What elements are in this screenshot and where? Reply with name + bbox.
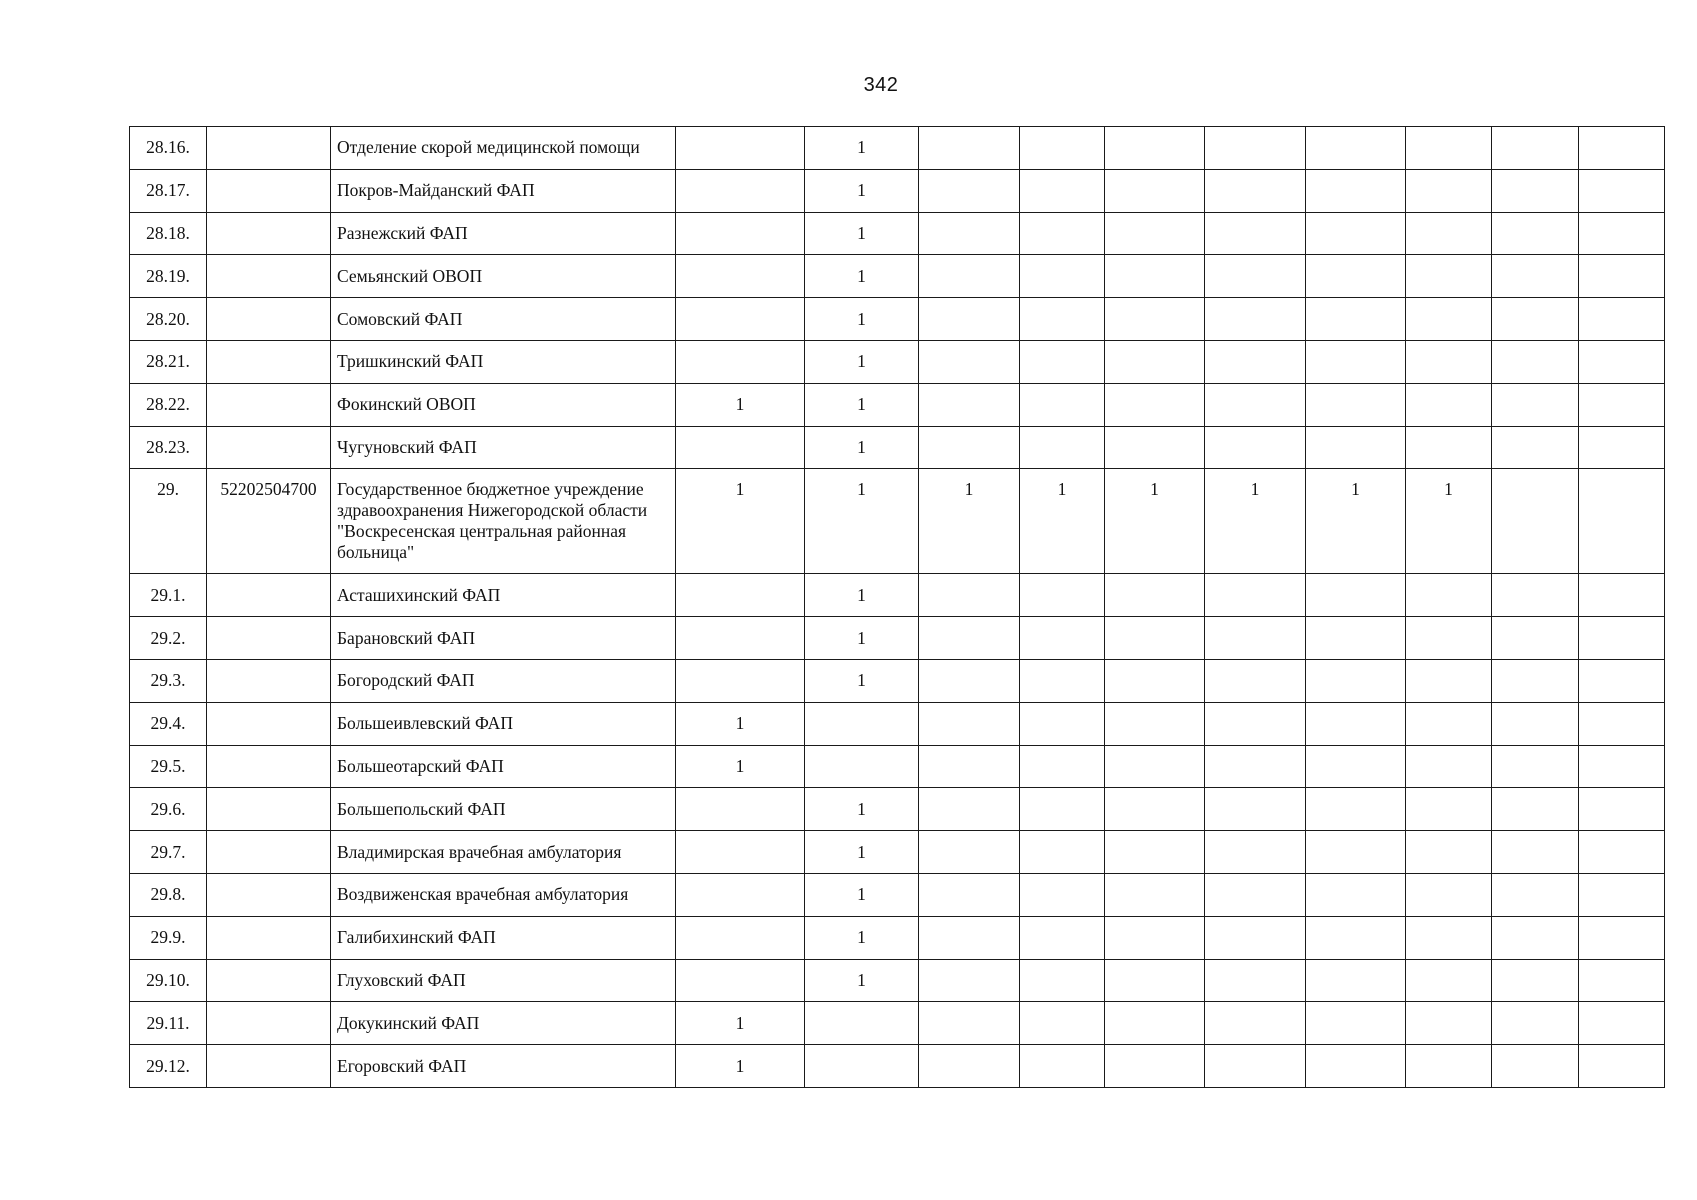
- row-name-cell: Сомовский ФАП: [331, 298, 676, 341]
- row-name-cell: Барановский ФАП: [331, 617, 676, 660]
- table-row: [130, 169, 1665, 212]
- row-name-cell: Большеивлевский ФАП: [331, 702, 676, 745]
- row-value-cell: [1105, 426, 1205, 469]
- page-number: 342: [863, 74, 899, 96]
- row-value-cell: [919, 831, 1020, 874]
- table-row: [130, 426, 1665, 469]
- table-row: [130, 788, 1665, 831]
- row-value-cell: [1205, 659, 1306, 702]
- row-value-cell: [1105, 788, 1205, 831]
- row-name-cell: Егоровский ФАП: [331, 1045, 676, 1088]
- row-value-cell: [1406, 745, 1492, 788]
- table-row: [130, 745, 1665, 788]
- row-number-cell: 29.12.: [130, 1045, 207, 1088]
- row-value-cell: [1492, 959, 1579, 1002]
- row-value-cell: [1020, 298, 1105, 341]
- row-value-cell: [1492, 831, 1579, 874]
- row-value-cell: 1: [805, 298, 919, 341]
- row-code-cell: [207, 426, 331, 469]
- table-row: [130, 873, 1665, 916]
- row-value-cell: [1306, 426, 1406, 469]
- row-number-cell: 29.6.: [130, 788, 207, 831]
- row-value-cell: [1205, 169, 1306, 212]
- row-number-cell: 29.2.: [130, 617, 207, 660]
- row-value-cell: [676, 340, 805, 383]
- row-name-cell: Докукинский ФАП: [331, 1002, 676, 1045]
- row-value-cell: [676, 873, 805, 916]
- row-number-cell: 28.21.: [130, 340, 207, 383]
- row-value-cell: [919, 212, 1020, 255]
- row-name-cell: Галибихинский ФАП: [331, 916, 676, 959]
- row-code-cell: [207, 383, 331, 426]
- row-value-cell: [1492, 255, 1579, 298]
- row-value-cell: [919, 127, 1020, 170]
- row-value-cell: [1205, 788, 1306, 831]
- row-value-cell: [1579, 1045, 1665, 1088]
- row-value-cell: [919, 169, 1020, 212]
- row-value-cell: 1: [805, 831, 919, 874]
- row-value-cell: [1406, 1045, 1492, 1088]
- row-value-cell: [1205, 340, 1306, 383]
- row-value-cell: [1020, 745, 1105, 788]
- row-value-cell: [919, 255, 1020, 298]
- row-number-cell: 28.18.: [130, 212, 207, 255]
- row-value-cell: [1406, 383, 1492, 426]
- row-value-cell: [1492, 916, 1579, 959]
- table-row: [130, 469, 1665, 574]
- row-value-cell: [1406, 574, 1492, 617]
- row-value-cell: [1406, 617, 1492, 660]
- row-value-cell: [805, 1045, 919, 1088]
- row-value-cell: [1306, 574, 1406, 617]
- row-value-cell: [676, 659, 805, 702]
- row-value-cell: 1: [805, 340, 919, 383]
- row-value-cell: [1306, 873, 1406, 916]
- row-value-cell: [805, 702, 919, 745]
- row-value-cell: 1: [919, 469, 1020, 574]
- row-value-cell: [676, 617, 805, 660]
- row-value-cell: 1: [805, 873, 919, 916]
- row-value-cell: [919, 702, 1020, 745]
- row-value-cell: [1406, 340, 1492, 383]
- row-value-cell: [1205, 255, 1306, 298]
- row-value-cell: [919, 617, 1020, 660]
- table-row: [130, 340, 1665, 383]
- row-value-cell: [1205, 745, 1306, 788]
- row-value-cell: [1492, 702, 1579, 745]
- row-value-cell: [1105, 702, 1205, 745]
- row-value-cell: [1492, 1045, 1579, 1088]
- row-value-cell: [1492, 169, 1579, 212]
- row-code-cell: 52202504700: [207, 469, 331, 574]
- row-value-cell: [676, 169, 805, 212]
- row-value-cell: [1406, 659, 1492, 702]
- row-value-cell: [1020, 1045, 1105, 1088]
- row-value-cell: [1579, 298, 1665, 341]
- row-value-cell: 1: [805, 617, 919, 660]
- row-value-cell: [1020, 916, 1105, 959]
- row-value-cell: [1306, 745, 1406, 788]
- row-value-cell: [1406, 916, 1492, 959]
- registry-table: [129, 126, 1665, 1088]
- row-value-cell: [1579, 831, 1665, 874]
- row-value-cell: 1: [676, 1002, 805, 1045]
- row-value-cell: [1205, 574, 1306, 617]
- row-code-cell: [207, 659, 331, 702]
- row-value-cell: [676, 298, 805, 341]
- row-value-cell: [1579, 255, 1665, 298]
- row-value-cell: [1205, 702, 1306, 745]
- row-code-cell: [207, 1002, 331, 1045]
- table-row: [130, 916, 1665, 959]
- row-value-cell: [1579, 127, 1665, 170]
- row-value-cell: [1306, 659, 1406, 702]
- row-code-cell: [207, 702, 331, 745]
- row-value-cell: [1579, 212, 1665, 255]
- row-value-cell: [1492, 469, 1579, 574]
- row-value-cell: 1: [676, 383, 805, 426]
- row-value-cell: [1105, 959, 1205, 1002]
- row-name-cell: Глуховский ФАП: [331, 959, 676, 1002]
- row-name-cell: Богородский ФАП: [331, 659, 676, 702]
- row-value-cell: [1492, 212, 1579, 255]
- row-value-cell: 1: [805, 255, 919, 298]
- row-value-cell: [1406, 127, 1492, 170]
- row-code-cell: [207, 255, 331, 298]
- row-value-cell: [1105, 1002, 1205, 1045]
- row-value-cell: [1579, 659, 1665, 702]
- row-value-cell: 1: [1105, 469, 1205, 574]
- row-number-cell: 29.: [130, 469, 207, 574]
- row-value-cell: 1: [805, 574, 919, 617]
- table-row: [130, 255, 1665, 298]
- row-number-cell: 29.10.: [130, 959, 207, 1002]
- row-value-cell: [1579, 702, 1665, 745]
- row-value-cell: 1: [1306, 469, 1406, 574]
- row-code-cell: [207, 959, 331, 1002]
- row-value-cell: [1579, 426, 1665, 469]
- row-value-cell: [1020, 255, 1105, 298]
- row-value-cell: [1406, 1002, 1492, 1045]
- row-value-cell: [1306, 298, 1406, 341]
- row-name-cell: Чугуновский ФАП: [331, 426, 676, 469]
- row-name-cell: Разнежский ФАП: [331, 212, 676, 255]
- row-value-cell: [1205, 426, 1306, 469]
- row-value-cell: [1492, 1002, 1579, 1045]
- row-value-cell: [1205, 212, 1306, 255]
- row-value-cell: [805, 1002, 919, 1045]
- row-value-cell: [1020, 127, 1105, 170]
- row-code-cell: [207, 574, 331, 617]
- row-value-cell: [1020, 169, 1105, 212]
- row-value-cell: [1306, 788, 1406, 831]
- row-value-cell: [919, 788, 1020, 831]
- row-number-cell: 28.16.: [130, 127, 207, 170]
- row-value-cell: [1579, 788, 1665, 831]
- row-value-cell: [1579, 959, 1665, 1002]
- table-row: [130, 1045, 1665, 1088]
- row-value-cell: [1306, 127, 1406, 170]
- row-value-cell: [1492, 127, 1579, 170]
- row-value-cell: 1: [1205, 469, 1306, 574]
- row-value-cell: [1020, 831, 1105, 874]
- row-value-cell: [919, 383, 1020, 426]
- row-name-cell: Государственное бюджетное учреждение здравоохранения Нижегородской области "Воскресенская центральная районная больница": [331, 469, 676, 574]
- table-row: [130, 127, 1665, 170]
- row-code-cell: [207, 127, 331, 170]
- row-value-cell: [1492, 383, 1579, 426]
- row-value-cell: [1205, 916, 1306, 959]
- row-value-cell: [1579, 873, 1665, 916]
- row-value-cell: [805, 745, 919, 788]
- row-number-cell: 29.5.: [130, 745, 207, 788]
- row-value-cell: [1105, 212, 1205, 255]
- table-row: [130, 1002, 1665, 1045]
- row-value-cell: [1306, 959, 1406, 1002]
- row-name-cell: Владимирская врачебная амбулатория: [331, 831, 676, 874]
- row-name-cell: Большеотарский ФАП: [331, 745, 676, 788]
- row-value-cell: 1: [805, 788, 919, 831]
- row-value-cell: [1492, 617, 1579, 660]
- row-value-cell: [1579, 340, 1665, 383]
- row-value-cell: 1: [805, 212, 919, 255]
- row-value-cell: [1105, 574, 1205, 617]
- row-value-cell: [1105, 831, 1205, 874]
- row-number-cell: 28.23.: [130, 426, 207, 469]
- row-value-cell: [1579, 574, 1665, 617]
- row-value-cell: 1: [805, 916, 919, 959]
- row-value-cell: [1306, 1002, 1406, 1045]
- row-value-cell: 1: [1406, 469, 1492, 574]
- table-row: [130, 383, 1665, 426]
- row-number-cell: 29.1.: [130, 574, 207, 617]
- table-row: [130, 831, 1665, 874]
- row-value-cell: [1205, 383, 1306, 426]
- row-value-cell: [1105, 659, 1205, 702]
- row-value-cell: [1579, 383, 1665, 426]
- row-value-cell: 1: [805, 959, 919, 1002]
- row-value-cell: [1205, 617, 1306, 660]
- row-name-cell: Асташихинский ФАП: [331, 574, 676, 617]
- row-value-cell: 1: [676, 1045, 805, 1088]
- row-code-cell: [207, 169, 331, 212]
- row-value-cell: [1406, 255, 1492, 298]
- row-value-cell: [1020, 617, 1105, 660]
- row-number-cell: 29.8.: [130, 873, 207, 916]
- row-number-cell: 28.22.: [130, 383, 207, 426]
- row-value-cell: 1: [805, 127, 919, 170]
- row-code-cell: [207, 212, 331, 255]
- table-row: [130, 212, 1665, 255]
- row-number-cell: 29.9.: [130, 916, 207, 959]
- row-value-cell: [1406, 959, 1492, 1002]
- row-value-cell: [1579, 1002, 1665, 1045]
- row-value-cell: [1105, 617, 1205, 660]
- row-value-cell: [1406, 426, 1492, 469]
- row-value-cell: [1306, 255, 1406, 298]
- row-value-cell: [919, 959, 1020, 1002]
- row-value-cell: [1406, 788, 1492, 831]
- row-value-cell: 1: [805, 383, 919, 426]
- row-value-cell: [676, 574, 805, 617]
- row-name-cell: Покров-Майданский ФАП: [331, 169, 676, 212]
- row-value-cell: [1105, 127, 1205, 170]
- row-value-cell: [919, 298, 1020, 341]
- row-value-cell: [919, 426, 1020, 469]
- row-value-cell: [1105, 255, 1205, 298]
- row-value-cell: [1020, 788, 1105, 831]
- row-value-cell: 1: [805, 426, 919, 469]
- row-value-cell: [1020, 426, 1105, 469]
- table-row: [130, 959, 1665, 1002]
- row-value-cell: [1579, 469, 1665, 574]
- row-name-cell: Семьянский ОВОП: [331, 255, 676, 298]
- row-value-cell: [1492, 426, 1579, 469]
- row-value-cell: [1020, 383, 1105, 426]
- table-row: [130, 298, 1665, 341]
- row-value-cell: [1020, 873, 1105, 916]
- row-value-cell: [1205, 298, 1306, 341]
- row-value-cell: 1: [676, 469, 805, 574]
- row-value-cell: [676, 255, 805, 298]
- row-value-cell: [919, 1002, 1020, 1045]
- row-name-cell: Большепольский ФАП: [331, 788, 676, 831]
- row-value-cell: [919, 1045, 1020, 1088]
- row-value-cell: [676, 426, 805, 469]
- row-value-cell: [1205, 127, 1306, 170]
- row-number-cell: 29.7.: [130, 831, 207, 874]
- row-value-cell: [919, 745, 1020, 788]
- row-value-cell: [1406, 169, 1492, 212]
- row-code-cell: [207, 340, 331, 383]
- row-number-cell: 29.11.: [130, 1002, 207, 1045]
- row-value-cell: [1205, 1002, 1306, 1045]
- row-value-cell: [1492, 340, 1579, 383]
- table-row: [130, 574, 1665, 617]
- row-value-cell: [1579, 745, 1665, 788]
- row-value-cell: [919, 916, 1020, 959]
- row-value-cell: [676, 916, 805, 959]
- row-value-cell: 1: [805, 469, 919, 574]
- row-value-cell: [1579, 916, 1665, 959]
- row-value-cell: [1492, 574, 1579, 617]
- row-value-cell: [1579, 169, 1665, 212]
- row-value-cell: [919, 873, 1020, 916]
- row-value-cell: [1105, 916, 1205, 959]
- row-name-cell: Фокинский ОВОП: [331, 383, 676, 426]
- row-number-cell: 29.3.: [130, 659, 207, 702]
- row-value-cell: [1020, 574, 1105, 617]
- row-code-cell: [207, 831, 331, 874]
- registry-table-body: [130, 127, 1665, 1088]
- row-value-cell: [1492, 873, 1579, 916]
- row-number-cell: 28.17.: [130, 169, 207, 212]
- row-code-cell: [207, 916, 331, 959]
- row-value-cell: [1306, 169, 1406, 212]
- row-value-cell: [1105, 1045, 1205, 1088]
- row-value-cell: [1105, 745, 1205, 788]
- row-value-cell: 1: [676, 702, 805, 745]
- row-value-cell: [1306, 212, 1406, 255]
- row-name-cell: Воздвиженская врачебная амбулатория: [331, 873, 676, 916]
- row-value-cell: [1205, 959, 1306, 1002]
- row-code-cell: [207, 617, 331, 660]
- row-number-cell: 28.19.: [130, 255, 207, 298]
- row-number-cell: 28.20.: [130, 298, 207, 341]
- row-value-cell: [676, 127, 805, 170]
- row-value-cell: 1: [805, 659, 919, 702]
- table-row: [130, 659, 1665, 702]
- row-value-cell: [1306, 617, 1406, 660]
- row-value-cell: [1406, 212, 1492, 255]
- row-value-cell: [1406, 702, 1492, 745]
- row-value-cell: [1020, 959, 1105, 1002]
- row-value-cell: [919, 340, 1020, 383]
- row-value-cell: [676, 959, 805, 1002]
- table-row: [130, 617, 1665, 660]
- row-value-cell: [1306, 1045, 1406, 1088]
- row-value-cell: [1406, 831, 1492, 874]
- row-value-cell: [1306, 831, 1406, 874]
- row-value-cell: [676, 212, 805, 255]
- row-code-cell: [207, 298, 331, 341]
- table-row: [130, 702, 1665, 745]
- row-value-cell: [1306, 340, 1406, 383]
- row-value-cell: [1205, 831, 1306, 874]
- row-value-cell: [1306, 916, 1406, 959]
- row-value-cell: 1: [1020, 469, 1105, 574]
- row-name-cell: Тришкинский ФАП: [331, 340, 676, 383]
- row-value-cell: [1020, 702, 1105, 745]
- row-code-cell: [207, 745, 331, 788]
- row-value-cell: [1105, 340, 1205, 383]
- row-value-cell: [1306, 383, 1406, 426]
- row-value-cell: [676, 788, 805, 831]
- row-value-cell: [1492, 745, 1579, 788]
- row-value-cell: [1406, 873, 1492, 916]
- row-code-cell: [207, 873, 331, 916]
- row-value-cell: [1492, 659, 1579, 702]
- row-value-cell: [1205, 1045, 1306, 1088]
- row-value-cell: [1020, 1002, 1105, 1045]
- row-value-cell: [1105, 298, 1205, 341]
- row-code-cell: [207, 1045, 331, 1088]
- row-value-cell: [1306, 702, 1406, 745]
- row-value-cell: [1105, 383, 1205, 426]
- row-value-cell: [1105, 873, 1205, 916]
- row-value-cell: [919, 659, 1020, 702]
- row-value-cell: [919, 574, 1020, 617]
- row-code-cell: [207, 788, 331, 831]
- row-name-cell: Отделение скорой медицинской помощи: [331, 127, 676, 170]
- row-value-cell: [1492, 788, 1579, 831]
- row-value-cell: [1579, 617, 1665, 660]
- row-number-cell: 29.4.: [130, 702, 207, 745]
- row-value-cell: [676, 831, 805, 874]
- row-value-cell: [1020, 212, 1105, 255]
- row-value-cell: 1: [805, 169, 919, 212]
- row-value-cell: [1020, 659, 1105, 702]
- row-value-cell: [1105, 169, 1205, 212]
- row-value-cell: [1020, 340, 1105, 383]
- row-value-cell: [1205, 873, 1306, 916]
- row-value-cell: [1406, 298, 1492, 341]
- row-value-cell: [1492, 298, 1579, 341]
- row-value-cell: 1: [676, 745, 805, 788]
